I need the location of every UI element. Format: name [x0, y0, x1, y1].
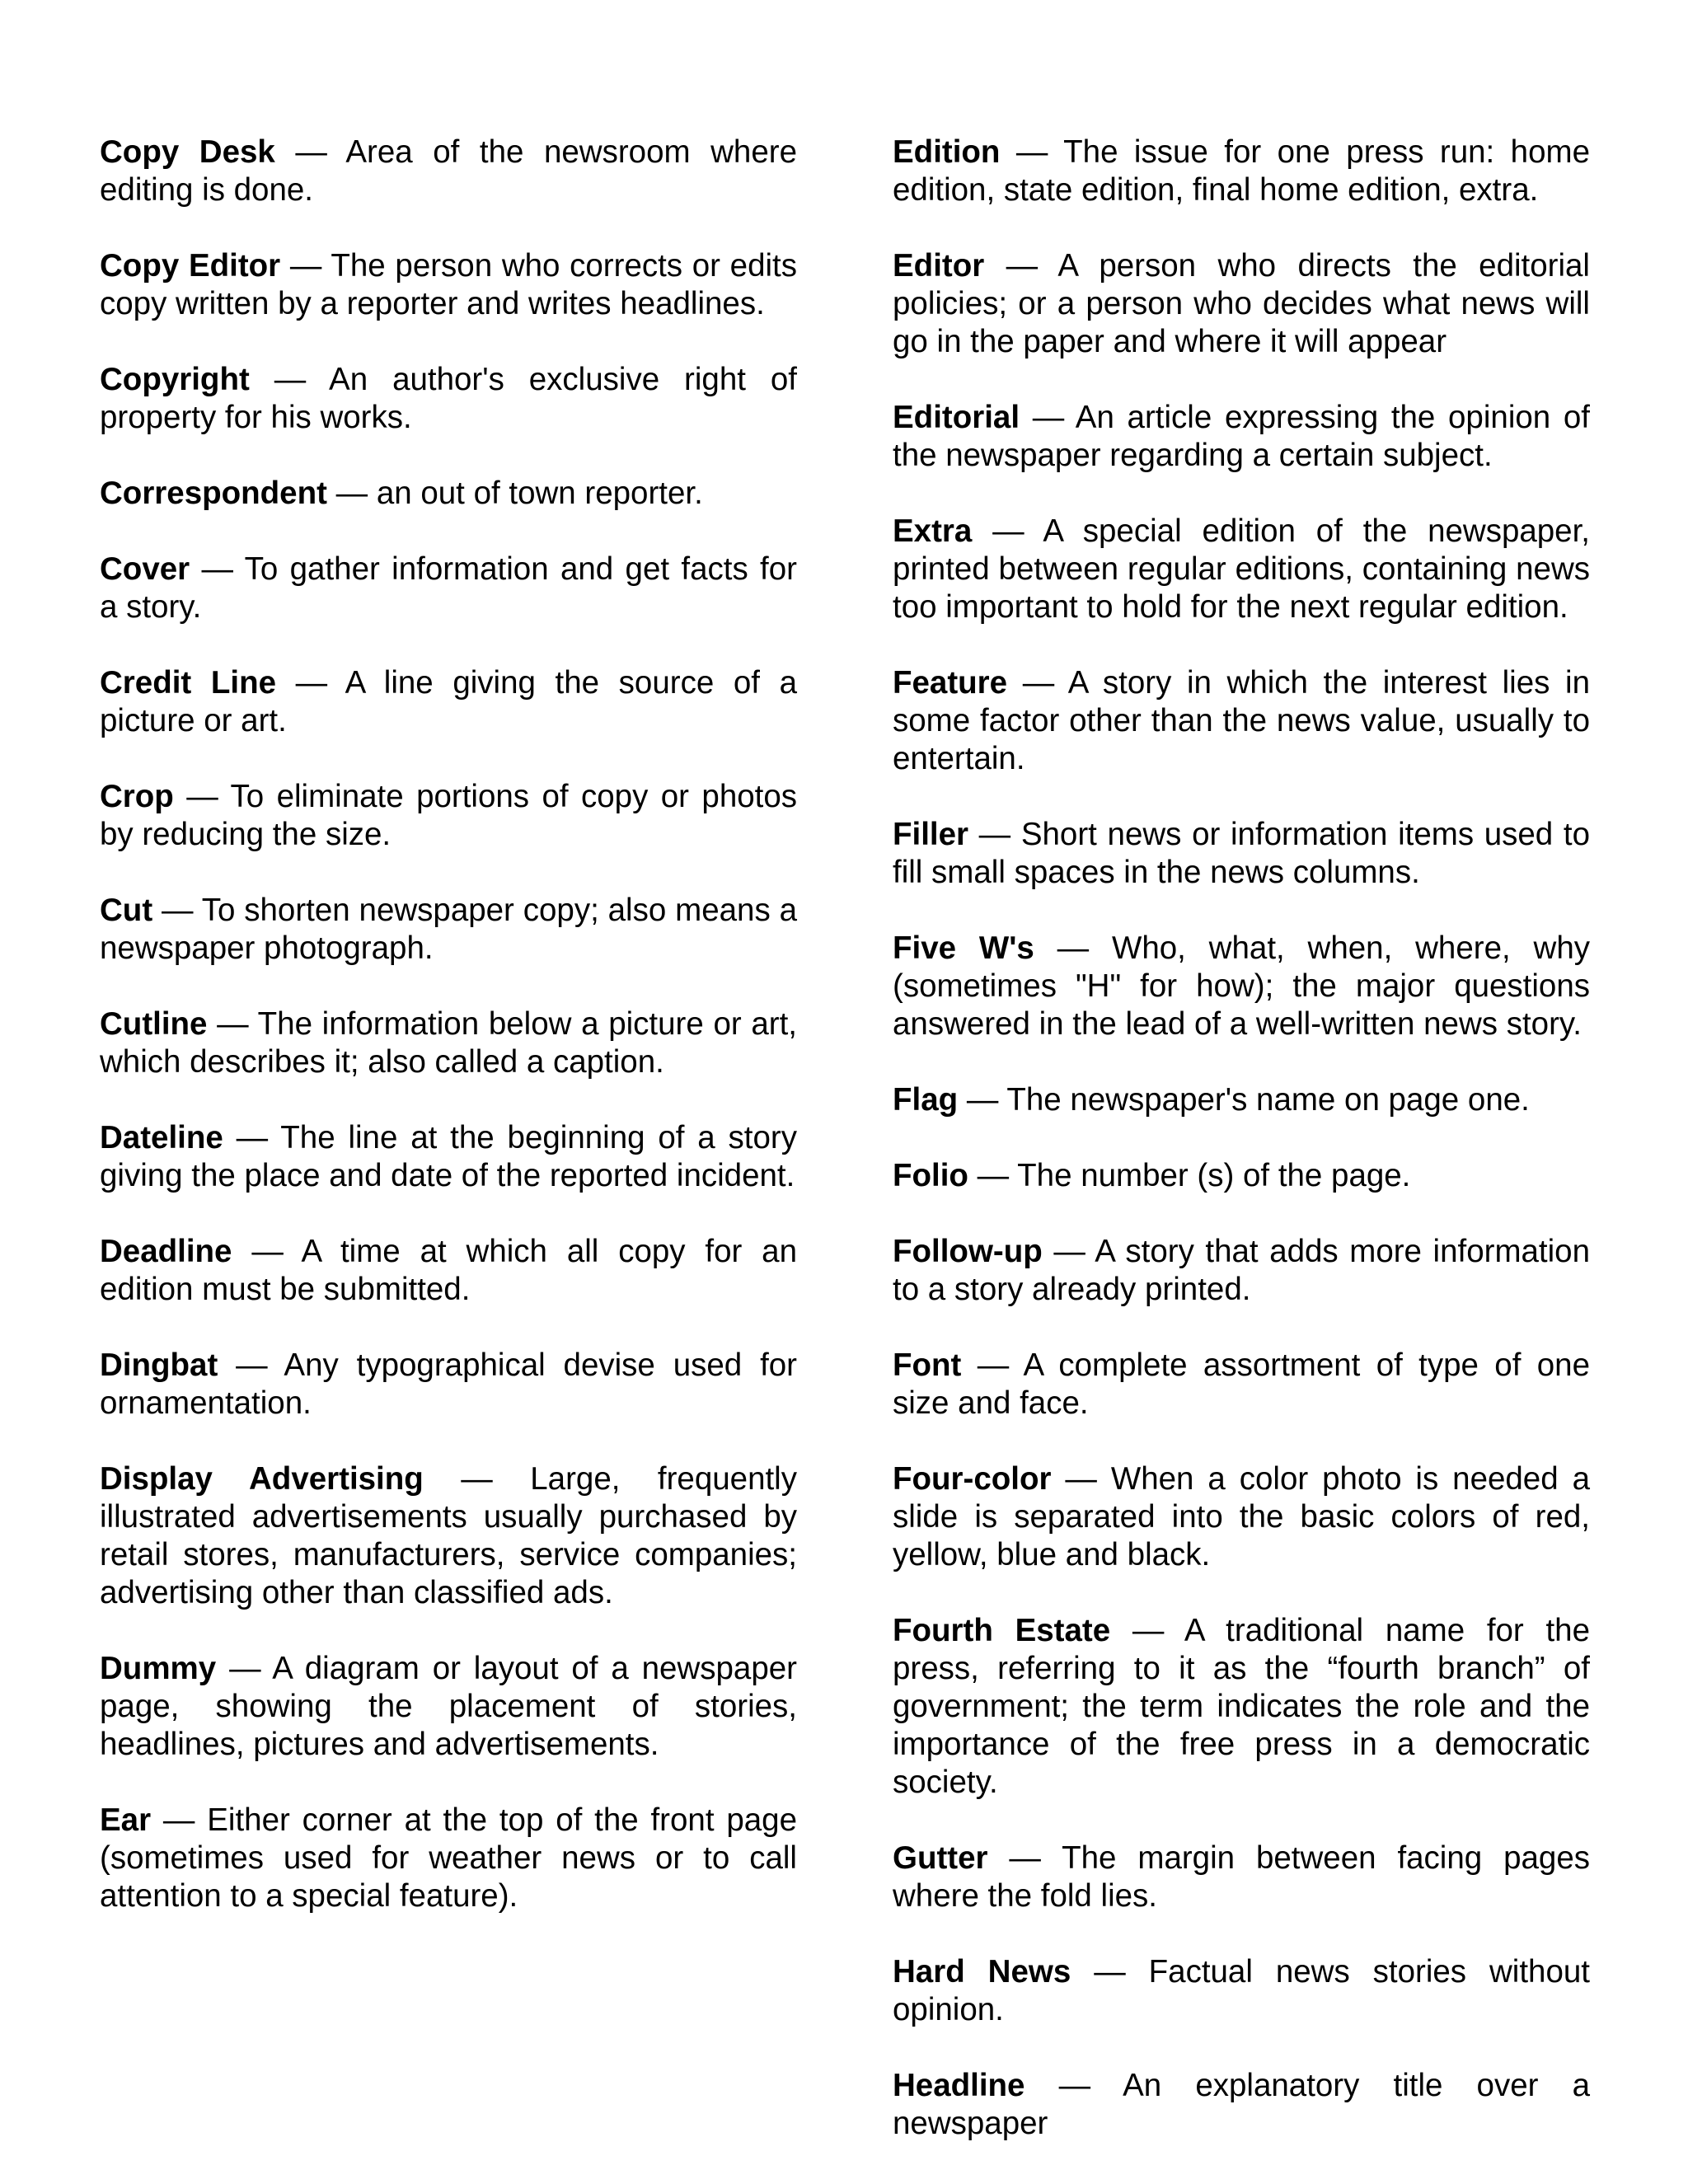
glossary-definition: — An explanatory title over a newspaper [893, 2068, 1590, 2141]
glossary-term: Dummy [100, 1651, 217, 1686]
glossary-definition: — When a color photo is needed a slide is separated into the basic colors of red, yellow, blue and black. [893, 1461, 1590, 1572]
glossary-entry [893, 1347, 1590, 1422]
glossary-term: Cover [100, 551, 190, 587]
glossary-definition: — A special edition of the newspaper, printed between regular editions, containing news too important to hold for the next regular edition. [893, 513, 1590, 625]
glossary-entry [100, 664, 797, 740]
glossary-term: Dingbat [100, 1347, 218, 1383]
glossary-definition: — An author's exclusive right of property for his works. [100, 362, 797, 435]
glossary-entry [893, 247, 1590, 361]
glossary-entry [100, 1650, 797, 1764]
glossary-term: Copy Editor [100, 248, 281, 284]
glossary-definition: — Short news or information items used to fill small spaces in the news columns. [893, 817, 1590, 890]
glossary-term: Crop [100, 779, 174, 814]
glossary-term: Edition [893, 134, 1001, 170]
glossary-definition: — A story that adds more information to a story already printed. [893, 1234, 1590, 1307]
glossary-entry [893, 1953, 1590, 2029]
glossary-definition: — A complete assortment of type of one size and face. [893, 1347, 1590, 1421]
glossary-column-right [893, 134, 1590, 2143]
glossary-term: Folio [893, 1158, 968, 1193]
glossary-definition: — A diagram or layout of a newspaper page, showing the placement of stories, headlines, pictures and advertisements. [100, 1651, 797, 1762]
glossary-term: Deadline [100, 1234, 232, 1269]
glossary-entry [100, 361, 797, 437]
glossary-term: Follow-up [893, 1234, 1043, 1269]
glossary-definition: — Who, what, when, where, why (sometimes "H" for how); the major questions answered in the lead of a well-written news story. [893, 930, 1590, 1042]
glossary-entry [893, 816, 1590, 892]
glossary-definition: — A story in which the interest lies in some factor other than the news value, usually to entertain. [893, 665, 1590, 776]
glossary-entry [100, 551, 797, 626]
glossary-term: Cutline [100, 1006, 208, 1042]
glossary-definition: — an out of town reporter. [326, 476, 703, 511]
glossary-entry [893, 1081, 1590, 1119]
glossary-definition: — Factual news stories without opinion. [893, 1954, 1590, 2027]
glossary-definition: — A traditional name for the press, referring to it as the “fourth branch” of government; the term indicates the role and the importance of the free press in a democratic society. [893, 1613, 1590, 1800]
glossary-definition: — A time at which all copy for an edition must be submitted. [100, 1234, 797, 1307]
glossary-definition: — Either corner at the top of the front page (sometimes used for weather news or to call attention to a special feature). [100, 1802, 797, 1914]
glossary-entry [893, 513, 1590, 626]
glossary-entry [893, 1460, 1590, 1574]
glossary-definition: — To eliminate portions of copy or photos by reducing the size. [100, 779, 797, 852]
glossary-definition: — Area of the newsroom where editing is done. [100, 134, 797, 208]
glossary-term: Ear [100, 1802, 152, 1838]
glossary-term: Dateline [100, 1120, 223, 1155]
glossary-term: Copyright [100, 362, 250, 397]
glossary-entry [893, 930, 1590, 1043]
glossary-term: Copy Desk [100, 134, 275, 170]
glossary-term: Four-color [893, 1461, 1052, 1497]
glossary-entry [100, 1460, 797, 1612]
glossary-entry [893, 1233, 1590, 1309]
glossary-entry [100, 1347, 797, 1422]
glossary-definition: — The line at the beginning of a story giving the place and date of the reported incident. [100, 1120, 797, 1193]
glossary-entry [893, 1840, 1590, 1915]
glossary-entry [100, 1233, 797, 1309]
glossary-definition: — Large, frequently illustrated advertisements usually purchased by retail stores, manufacturers, service companies; advertising other than classified ads. [100, 1461, 797, 1610]
glossary-definition: — The person who corrects or edits copy written by a reporter and writes headlines. [100, 248, 797, 321]
glossary-term: Filler [893, 817, 969, 852]
glossary-term: Editorial [893, 400, 1020, 435]
glossary-definition: — The margin between facing pages where the fold lies. [893, 1840, 1590, 1914]
glossary-entry [893, 664, 1590, 778]
glossary-entry [893, 1612, 1590, 1802]
glossary-term: Headline [893, 2068, 1025, 2103]
glossary-entry [893, 2067, 1590, 2143]
glossary-definition: — The newspaper's name on page one. [958, 1082, 1530, 1118]
glossary-definition: — Any typographical devise used for ornamentation. [100, 1347, 797, 1421]
glossary-term: Font [893, 1347, 962, 1383]
glossary-term: Flag [893, 1082, 959, 1118]
glossary-term: Display Advertising [100, 1461, 424, 1497]
glossary-definition: — The number (s) of the page. [968, 1158, 1411, 1193]
glossary-column-left [100, 134, 797, 2143]
glossary-definition: — The issue for one press run: home edition, state edition, final home edition, extra. [893, 134, 1590, 208]
glossary-term: Cut [100, 893, 153, 928]
glossary-entry [100, 1802, 797, 1915]
glossary-term: Editor [893, 248, 985, 284]
glossary-entry [100, 1005, 797, 1081]
glossary-entry [100, 778, 797, 854]
glossary-term: Five W's [893, 930, 1034, 966]
glossary-entry [893, 399, 1590, 475]
glossary-entry [100, 475, 797, 513]
glossary-definition: — To gather information and get facts for a story. [100, 551, 797, 625]
glossary-entry [100, 134, 797, 209]
glossary-term: Fourth Estate [893, 1613, 1111, 1648]
glossary-page [100, 134, 1590, 2143]
glossary-definition: — A person who directs the editorial policies; or a person who decides what news will go in the paper and where it will appear [893, 248, 1590, 359]
glossary-term: Feature [893, 665, 1008, 701]
glossary-term: Correspondent [100, 476, 327, 511]
glossary-entry [100, 892, 797, 968]
glossary-term: Gutter [893, 1840, 988, 1876]
glossary-definition: — An article expressing the opinion of the newspaper regarding a certain subject. [893, 400, 1590, 473]
glossary-entry [893, 134, 1590, 209]
glossary-term: Hard News [893, 1954, 1071, 1990]
glossary-entry [893, 1157, 1590, 1195]
glossary-definition: — To shorten newspaper copy; also means a newspaper photograph. [100, 893, 797, 966]
glossary-term: Extra [893, 513, 973, 549]
glossary-entry [100, 247, 797, 323]
glossary-entry [100, 1119, 797, 1195]
glossary-definition: — A line giving the source of a picture or art. [100, 665, 797, 738]
glossary-definition: — The information below a picture or art, which describes it; also called a caption. [100, 1006, 797, 1080]
glossary-term: Credit Line [100, 665, 276, 701]
